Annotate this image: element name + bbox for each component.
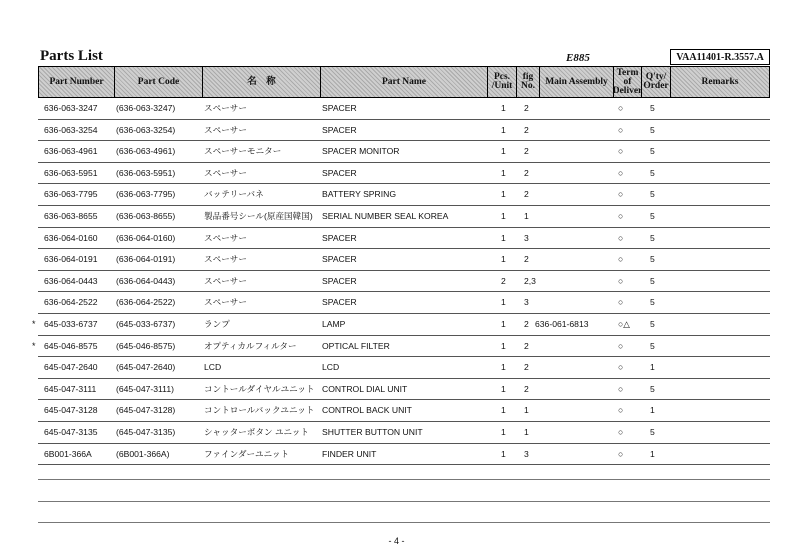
term-cell: ○	[618, 383, 624, 394]
fig-cell: 1	[524, 426, 529, 437]
part-number-cell: 636-063-7795	[44, 189, 98, 200]
qty-cell: 5	[650, 167, 655, 178]
table-row	[38, 379, 770, 401]
part-code-cell: (636-063-5951)	[116, 167, 176, 178]
col-part-name: Part Name	[321, 67, 488, 97]
col-term-of-delivery: Term of Deliver	[612, 67, 643, 96]
part-number-cell: 636-064-0191	[44, 254, 98, 265]
revision-mark: *	[32, 318, 36, 329]
col-qty-order: Q'ty/ Order	[642, 67, 671, 97]
table-row	[38, 357, 770, 379]
table-row	[38, 444, 770, 466]
part-number-cell: 636-063-3247	[44, 103, 98, 113]
table-row	[32, 336, 770, 358]
pcs-cell: 1	[501, 232, 506, 243]
col-remarks: Remarks	[701, 76, 739, 87]
part-name-cell: SPACER	[322, 275, 357, 286]
term-cell: ○	[618, 167, 624, 178]
part-number-cell: 636-064-2522	[44, 297, 98, 308]
table-row	[32, 314, 770, 336]
pcs-cell: 1	[501, 297, 506, 308]
term-cell: ○△	[618, 318, 630, 329]
part-name-cell: OPTICAL FILTER	[322, 340, 390, 351]
part-number-cell: 636-063-4961	[44, 146, 98, 157]
col-main-assembly: Main Assembly	[540, 67, 614, 97]
part-code-cell: (645-047-3111)	[116, 383, 174, 394]
document-number: VAA11401-R.3557.A	[670, 49, 770, 65]
col-pcs-unit: Pcs. /Unit	[488, 67, 517, 97]
fig-cell: 3	[524, 448, 529, 459]
name-jp-cell: スペーサー	[204, 232, 247, 243]
part-name-cell: SPACER	[322, 167, 357, 178]
part-code-cell: (636-063-8655)	[116, 210, 176, 221]
name-jp-cell: ランプ	[204, 318, 230, 329]
term-cell: ○	[618, 426, 624, 437]
term-cell: ○	[618, 254, 624, 265]
table-row	[38, 163, 770, 185]
part-code-cell: (636-064-2522)	[116, 297, 176, 308]
part-code-cell: (645-033-6737)	[116, 318, 176, 329]
part-number-cell: 636-064-0443	[44, 275, 98, 286]
blank-line	[38, 522, 770, 523]
fig-cell: 2,3	[524, 275, 536, 286]
part-number-cell: 645-046-8575	[44, 340, 98, 351]
qty-cell: 5	[650, 124, 655, 135]
part-name-cell: SHUTTER BUTTON UNIT	[322, 426, 423, 437]
table-row	[38, 206, 770, 228]
part-number-cell: 636-063-5951	[44, 167, 98, 178]
part-name-cell: LCD	[322, 362, 340, 373]
qty-cell: 1	[650, 448, 655, 459]
col-part-number: Part Number	[39, 67, 115, 97]
table-body	[32, 98, 770, 465]
fig-cell: 2	[524, 254, 529, 265]
name-jp-cell: コントールダイヤルユニット	[204, 383, 315, 394]
fig-cell: 2	[524, 167, 529, 178]
fig-cell: 2	[524, 124, 529, 135]
name-jp-cell: スペーサーモニター	[204, 146, 282, 157]
model-name: E885	[566, 52, 590, 64]
part-code-cell: (636-064-0160)	[116, 232, 176, 243]
part-code-cell: (645-047-3135)	[116, 426, 176, 437]
pcs-cell: 1	[501, 103, 506, 113]
part-name-cell: CONTROL BACK UNIT	[322, 405, 412, 416]
term-cell: ○	[618, 146, 624, 157]
part-name-cell: SPACER	[322, 297, 357, 308]
name-jp-cell: バッテリーバネ	[204, 189, 264, 200]
fig-cell: 3	[524, 297, 529, 308]
part-name-cell: SPACER MONITOR	[322, 146, 400, 157]
term-cell: ○	[618, 362, 624, 373]
part-number-cell: 645-047-3128	[44, 405, 98, 416]
pcs-cell: 1	[501, 146, 506, 157]
part-code-cell: (645-047-2640)	[116, 362, 176, 373]
fig-cell: 2	[524, 146, 529, 157]
part-name-cell: SERIAL NUMBER SEAL KOREA	[322, 210, 449, 221]
pcs-cell: 1	[501, 448, 506, 459]
name-jp-cell: オプティカルフィルター	[204, 340, 297, 351]
fig-cell: 2	[524, 383, 529, 394]
part-name-cell: CONTROL DIAL UNIT	[322, 383, 408, 394]
term-cell: ○	[618, 405, 624, 416]
term-cell: ○	[618, 124, 624, 135]
pcs-cell: 1	[501, 362, 506, 373]
part-name-cell: SPACER	[322, 103, 357, 113]
part-code-cell: (636-063-3254)	[116, 124, 176, 135]
term-cell: ○	[618, 297, 624, 308]
part-code-cell: (645-046-8575)	[116, 340, 176, 351]
pcs-cell: 1	[501, 340, 506, 351]
part-code-cell: (636-063-7795)	[116, 189, 176, 200]
term-cell: ○	[618, 103, 624, 113]
pcs-cell: 1	[501, 318, 506, 329]
part-number-cell: 6B001-366A	[44, 448, 92, 459]
qty-cell: 5	[650, 146, 655, 157]
table-row	[38, 184, 770, 206]
part-number-cell: 636-063-3254	[44, 124, 98, 135]
qty-cell: 5	[650, 189, 655, 200]
name-jp-cell: シャッターボタン ユニット	[204, 426, 309, 437]
qty-cell: 5	[650, 254, 655, 265]
part-number-cell: 645-047-3111	[44, 383, 97, 394]
qty-cell: 5	[650, 383, 655, 394]
page-title: Parts List	[40, 48, 103, 64]
fig-cell: 2	[524, 362, 529, 373]
term-cell: ○	[618, 210, 624, 221]
name-jp-cell: ファインダーユニット	[204, 448, 290, 459]
part-name-cell: BATTERY SPRING	[322, 189, 397, 200]
qty-cell: 5	[650, 340, 655, 351]
name-jp-cell: スペーサー	[204, 124, 247, 135]
pcs-cell: 1	[501, 210, 506, 221]
fig-cell: 1	[524, 405, 529, 416]
blank-line	[38, 501, 770, 502]
qty-cell: 5	[650, 103, 655, 113]
qty-cell: 1	[650, 405, 655, 416]
qty-cell: 5	[650, 297, 655, 308]
part-name-cell: SPACER	[322, 254, 357, 265]
pcs-cell: 1	[501, 383, 506, 394]
part-number-cell: 645-033-6737	[44, 318, 98, 329]
pcs-cell: 1	[501, 124, 506, 135]
term-cell: ○	[618, 232, 624, 243]
name-jp-cell: スペーサー	[204, 167, 247, 178]
pcs-cell: 1	[501, 405, 506, 416]
part-code-cell: (636-063-4961)	[116, 146, 176, 157]
table-row	[38, 141, 770, 163]
part-name-cell: LAMP	[322, 318, 346, 329]
table-row	[38, 292, 770, 314]
part-name-cell: FINDER UNIT	[322, 448, 377, 459]
part-number-cell: 636-064-0160	[44, 232, 98, 243]
part-number-cell: 636-063-8655	[44, 210, 98, 221]
name-jp-cell: スペーサー	[204, 275, 247, 286]
name-jp-cell: スペーサー	[204, 103, 247, 113]
term-cell: ○	[618, 340, 624, 351]
qty-cell: 5	[650, 318, 655, 329]
fig-cell: 2	[524, 318, 529, 329]
table-header	[38, 66, 770, 98]
pcs-cell: 1	[501, 167, 506, 178]
part-code-cell: (636-063-3247)	[116, 103, 176, 113]
term-cell: ○	[618, 275, 624, 286]
fig-cell: 2	[524, 189, 529, 200]
name-jp-cell: LCD	[204, 362, 222, 373]
fig-cell: 2	[524, 103, 529, 113]
col-fig-no: fig No.	[517, 67, 540, 97]
name-jp-cell: スペーサー	[204, 254, 247, 265]
table-row	[38, 228, 770, 250]
part-code-cell: (636-064-0191)	[116, 254, 176, 265]
qty-cell: 5	[650, 275, 655, 286]
col-name-jp: 名 称	[203, 67, 321, 97]
part-code-cell: (6B001-366A)	[116, 448, 170, 459]
pcs-cell: 1	[501, 254, 506, 265]
fig-cell: 1	[524, 210, 529, 221]
part-name-cell: SPACER	[322, 124, 357, 135]
page-number: - 4 -	[388, 536, 405, 546]
part-number-cell: 645-047-2640	[44, 362, 98, 373]
fig-cell: 3	[524, 232, 529, 243]
part-code-cell: (636-064-0443)	[116, 275, 176, 286]
qty-cell: 5	[650, 210, 655, 221]
pcs-cell: 2	[501, 275, 506, 286]
table-row	[38, 249, 770, 271]
revision-mark: *	[32, 340, 36, 351]
part-number-cell: 645-047-3135	[44, 426, 98, 437]
parts-table	[32, 66, 770, 465]
pcs-cell: 1	[501, 189, 506, 200]
fig-cell: 2	[524, 340, 529, 351]
table-row	[38, 98, 770, 120]
qty-cell: 5	[650, 232, 655, 243]
col-part-code: Part Code	[115, 67, 203, 97]
qty-cell: 1	[650, 362, 655, 373]
part-code-cell: (645-047-3128)	[116, 405, 176, 416]
name-jp-cell: コントロールバックユニット	[204, 405, 315, 416]
pcs-cell: 1	[501, 426, 506, 437]
name-jp-cell: スペーサー	[204, 297, 247, 308]
blank-line	[38, 479, 770, 480]
table-row	[38, 422, 770, 444]
qty-cell: 5	[650, 426, 655, 437]
table-row	[38, 400, 770, 422]
table-row	[38, 271, 770, 293]
main-assembly-cell: 636-061-6813	[535, 318, 589, 329]
table-row	[38, 120, 770, 142]
term-cell: ○	[618, 448, 624, 459]
term-cell: ○	[618, 189, 624, 200]
name-jp-cell: 製品番号シール(原産国韓国)	[204, 210, 313, 221]
part-name-cell: SPACER	[322, 232, 357, 243]
